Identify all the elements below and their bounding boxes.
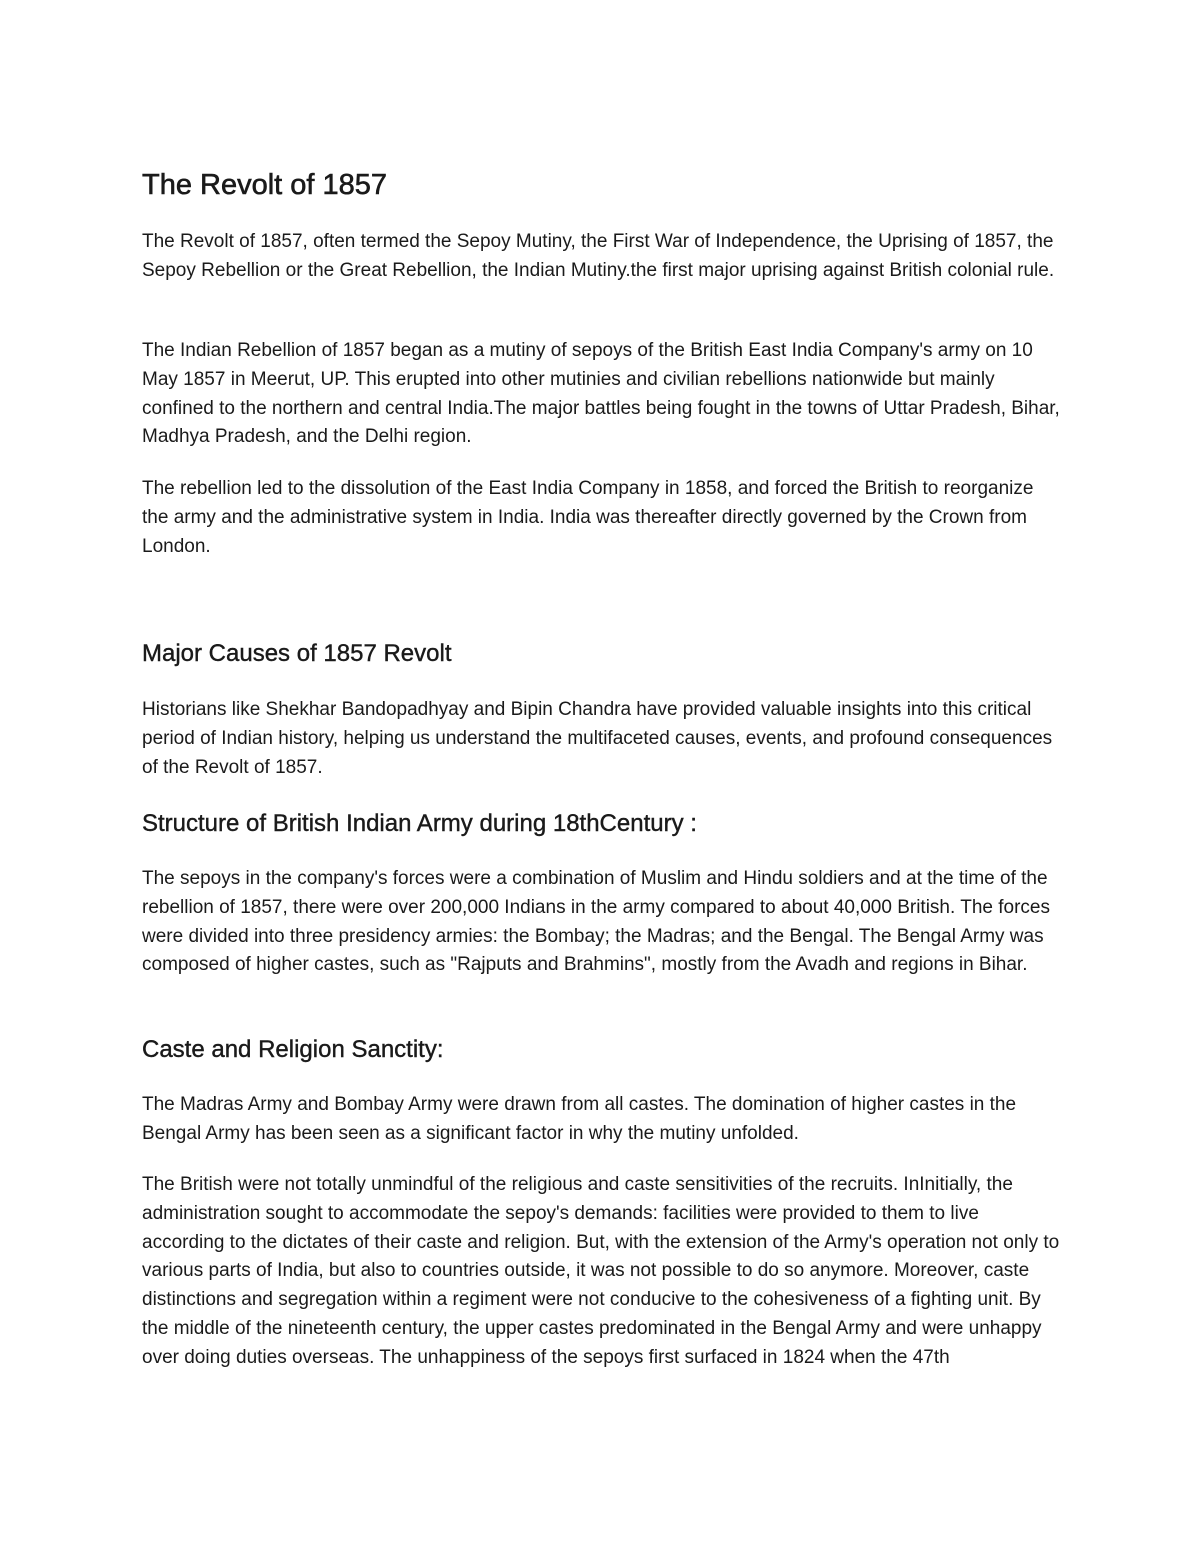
caste-paragraph-1: The Madras Army and Bombay Army were drawn from all castes. The domination of higher castes in the Bengal Army has been seen as a significant factor in why the mutiny unfolded. [142,1094,1017,1144]
causes-paragraph: Historians like Shekhar Bandopadhyay and Bipin Chandra have provided valuable insights into this critical period of Indian history, helping us understand the multifaceted causes, events, and profound consequences of the Revolt of 1857. [142,699,1053,778]
army-structure-heading: Structure of British Indian Army during 18thCentury : [142,810,697,837]
intro-paragraph-2: The Indian Rebellion of 1857 began as a mutiny of sepoys of the British East India Company's army on 10 May 1857 in Meerut, UP. This erupted into other mutinies and civilian rebellions nationwide but mainly confined to the northern and central India.The major battles being fought in the towns of Uttar Pradesh, Bihar, Madhya Pradesh, and the Delhi region. [142,340,1060,448]
intro-paragraph-3: The rebellion led to the dissolution of the East India Company in 1858, and forced the British to reorganize the army and the administrative system in India. India was thereafter directly governed by the Crown from London. [142,478,1034,557]
caste-paragraph-2: The British were not totally unmindful of the religious and caste sensitivities of the recruits. InInitially, the administration sought to accommodate the sepoy's demands: facilities were provided to them to live according to the dictates of their caste and religion. But, with the extension of the Army's operation not only to various parts of India, but also to countries outside, it was not possible to do so anymore. Moreover, caste distinctions and segregation within a regiment were not conducive to the cohesiveness of a fighting unit. By the middle of the nineteenth century, the upper castes predominated in the Bengal Army and were unhappy over doing duties overseas. The unhappiness of the sepoys first surfaced in 1824 when the 47th [142,1174,1060,1368]
document-title: The Revolt of 1857 [142,169,388,201]
intro-paragraph-1: The Revolt of 1857, often termed the Sepoy Mutiny, the First War of Independence, the Uprising of 1857, the Sepoy Rebellion or the Great Rebellion, the Indian Mutiny.the first major uprising against British colonial rule. [142,231,1055,281]
army-structure-paragraph: The sepoys in the company's forces were a combination of Muslim and Hindu soldiers and at the time of the rebellion of 1857, there were over 200,000 Indians in the army compared to about 40,000 British. The forces were divided into three presidency armies: the Bombay; the Madras; and the Bengal. The Bengal Army was composed of higher castes, such as "Rajputs and Brahmins", mostly from the Avadh and regions in Bihar. [142,868,1050,976]
caste-religion-heading: Caste and Religion Sanctity: [142,1036,444,1063]
causes-heading: Major Causes of 1857 Revolt [142,640,452,667]
